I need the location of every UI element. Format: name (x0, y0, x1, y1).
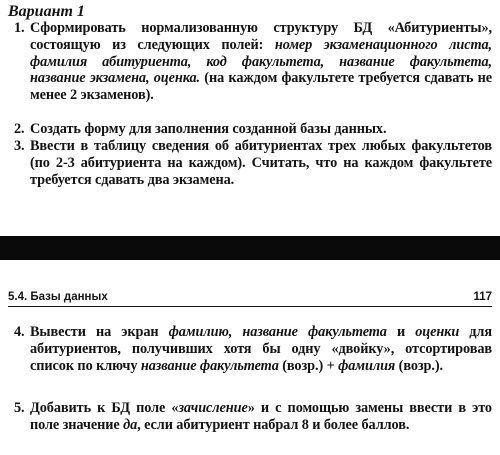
task-text-italic: название факультета (140, 357, 279, 374)
running-head (8, 290, 492, 307)
task-text-italic: да (123, 416, 138, 433)
task-text-italic: зачисление (178, 400, 248, 416)
variant-title: Вариант 1 (8, 3, 85, 20)
task-text-italic: номер экзаменационного листа, фамилия абитуриента, код факультета, название факультета, название экзамена, оценка. (30, 36, 493, 87)
task-number: 2. (14, 121, 25, 137)
task-number: 5. (14, 400, 25, 416)
page-number: 117 (473, 291, 492, 303)
task-5 (14, 400, 492, 434)
task-text: (возр.) + (278, 357, 339, 374)
task-text-italic: оценки (415, 324, 460, 340)
task-text: Вывести на экран (30, 324, 169, 340)
task-2 (14, 121, 492, 138)
task-number: 3. (14, 138, 25, 154)
task-text-italic: фамилию, название факультета (168, 324, 387, 340)
task-3 (14, 138, 492, 188)
task-text: , если абитуриент набрал 8 и более баллов. (137, 416, 410, 433)
task-text: Добавить к БД поле « (30, 400, 179, 416)
task-text: Создать форму для заполнения созданной базы данных. (30, 121, 387, 137)
task-1 (14, 20, 493, 104)
task-text: » и с помощью замены ввести в это поле значение (30, 400, 492, 433)
task-text-italic: фамилия (338, 357, 396, 374)
task-text: для абитуриентов, получивших хотя бы одну «двойку», отсортировав список по ключу (30, 324, 492, 374)
task-text: (возр.). (395, 357, 444, 374)
task-number: 1. (14, 20, 25, 36)
task-text: Ввести в таблицу сведения об абитуриентах трех любых факультетов (по 2-3 абитуриента на каждом). Считать, что на каждом факультете требуется сдавать два экзамена. (30, 138, 492, 188)
task-text: (на каждом факультете требуется сдавать не менее 2 экзаменов). (30, 70, 492, 104)
page-divider (0, 236, 500, 260)
task-4 (14, 324, 492, 374)
task-number: 4. (14, 324, 25, 340)
task-text: и (386, 324, 416, 340)
section-title: 5.4. Базы данных (8, 291, 108, 303)
task-text: Сформировать нормализованную структуру БД «Абитуриенты», состоящую из следующих полей: (30, 20, 492, 53)
